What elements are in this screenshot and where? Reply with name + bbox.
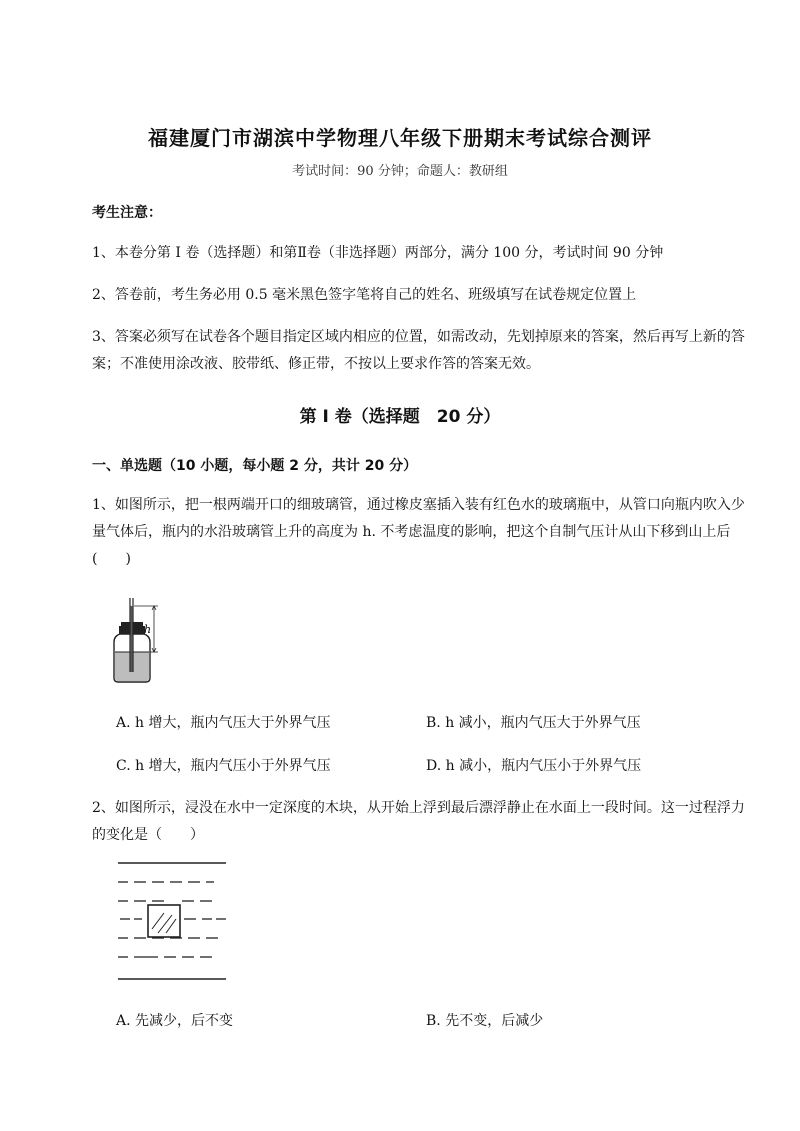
- q1-option-a[interactable]: A. h 增大，瓶内气压大于外界气压: [116, 715, 331, 731]
- height-label: h: [144, 623, 152, 636]
- wood-block: [148, 905, 180, 937]
- question-1-stem: 1、如图所示，把一根两端开口的细玻璃管，通过橡皮塞插入装有红色水的玻璃瓶中，从管口向瓶内吹入少量气体后，瓶内的水沿玻璃管上升的高度为 h. 不考虑温度的影响，把这个自制气压计从山下移到山上后( ): [92, 497, 745, 567]
- section-title: 第 I 卷（选择题 20 分）: [299, 407, 501, 427]
- barometer-figure: [100, 592, 170, 684]
- notice-item-1: 1、本卷分第 I 卷（选择题）和第Ⅱ卷（非选择题）两部分，满分 100 分，考试时间 90 分钟: [92, 245, 664, 261]
- page-title: 福建厦门市湖滨中学物理八年级下册期末考试综合测评: [148, 126, 652, 150]
- water-column: [131, 606, 133, 672]
- notice-item-3: 3、答案必须写在试卷各个题目指定区域内相应的位置，如需改动，先划掉原来的答案，然后再写上新的答案；不准使用涂改液、胶带纸、修正带，不按以上要求作答的答案无效。: [92, 329, 745, 372]
- q2-option-b[interactable]: B. 先不变，后减少: [426, 1013, 544, 1029]
- q1-option-b[interactable]: B. h 减小，瓶内气压大于外界气压: [426, 715, 641, 731]
- question-2-stem: 2、如图所示，浸没在水中一定深度的木块，从开始上浮到最后漂浮静止在水面上一段时间。这一过程浮力的变化是（ ）: [92, 800, 745, 843]
- notice-heading: 考生注意：: [92, 205, 162, 221]
- wood-block-figure: [112, 855, 232, 985]
- q1-option-c[interactable]: C. h 增大，瓶内气压小于外界气压: [116, 758, 331, 774]
- q2-option-a[interactable]: A. 先减少，后不变: [116, 1013, 234, 1029]
- part-heading: 一、单选题（10 小题，每小题 2 分，共计 20 分）: [92, 458, 418, 474]
- q1-option-d[interactable]: D. h 减小，瓶内气压小于外界气压: [426, 758, 642, 774]
- notice-item-2: 2、答卷前，考生务必用 0.5 毫米黑色签字笔将自己的姓名、班级填写在试卷规定位置上: [92, 287, 637, 303]
- exam-info: 考试时间：90 分钟；命题人：教研组: [292, 164, 508, 179]
